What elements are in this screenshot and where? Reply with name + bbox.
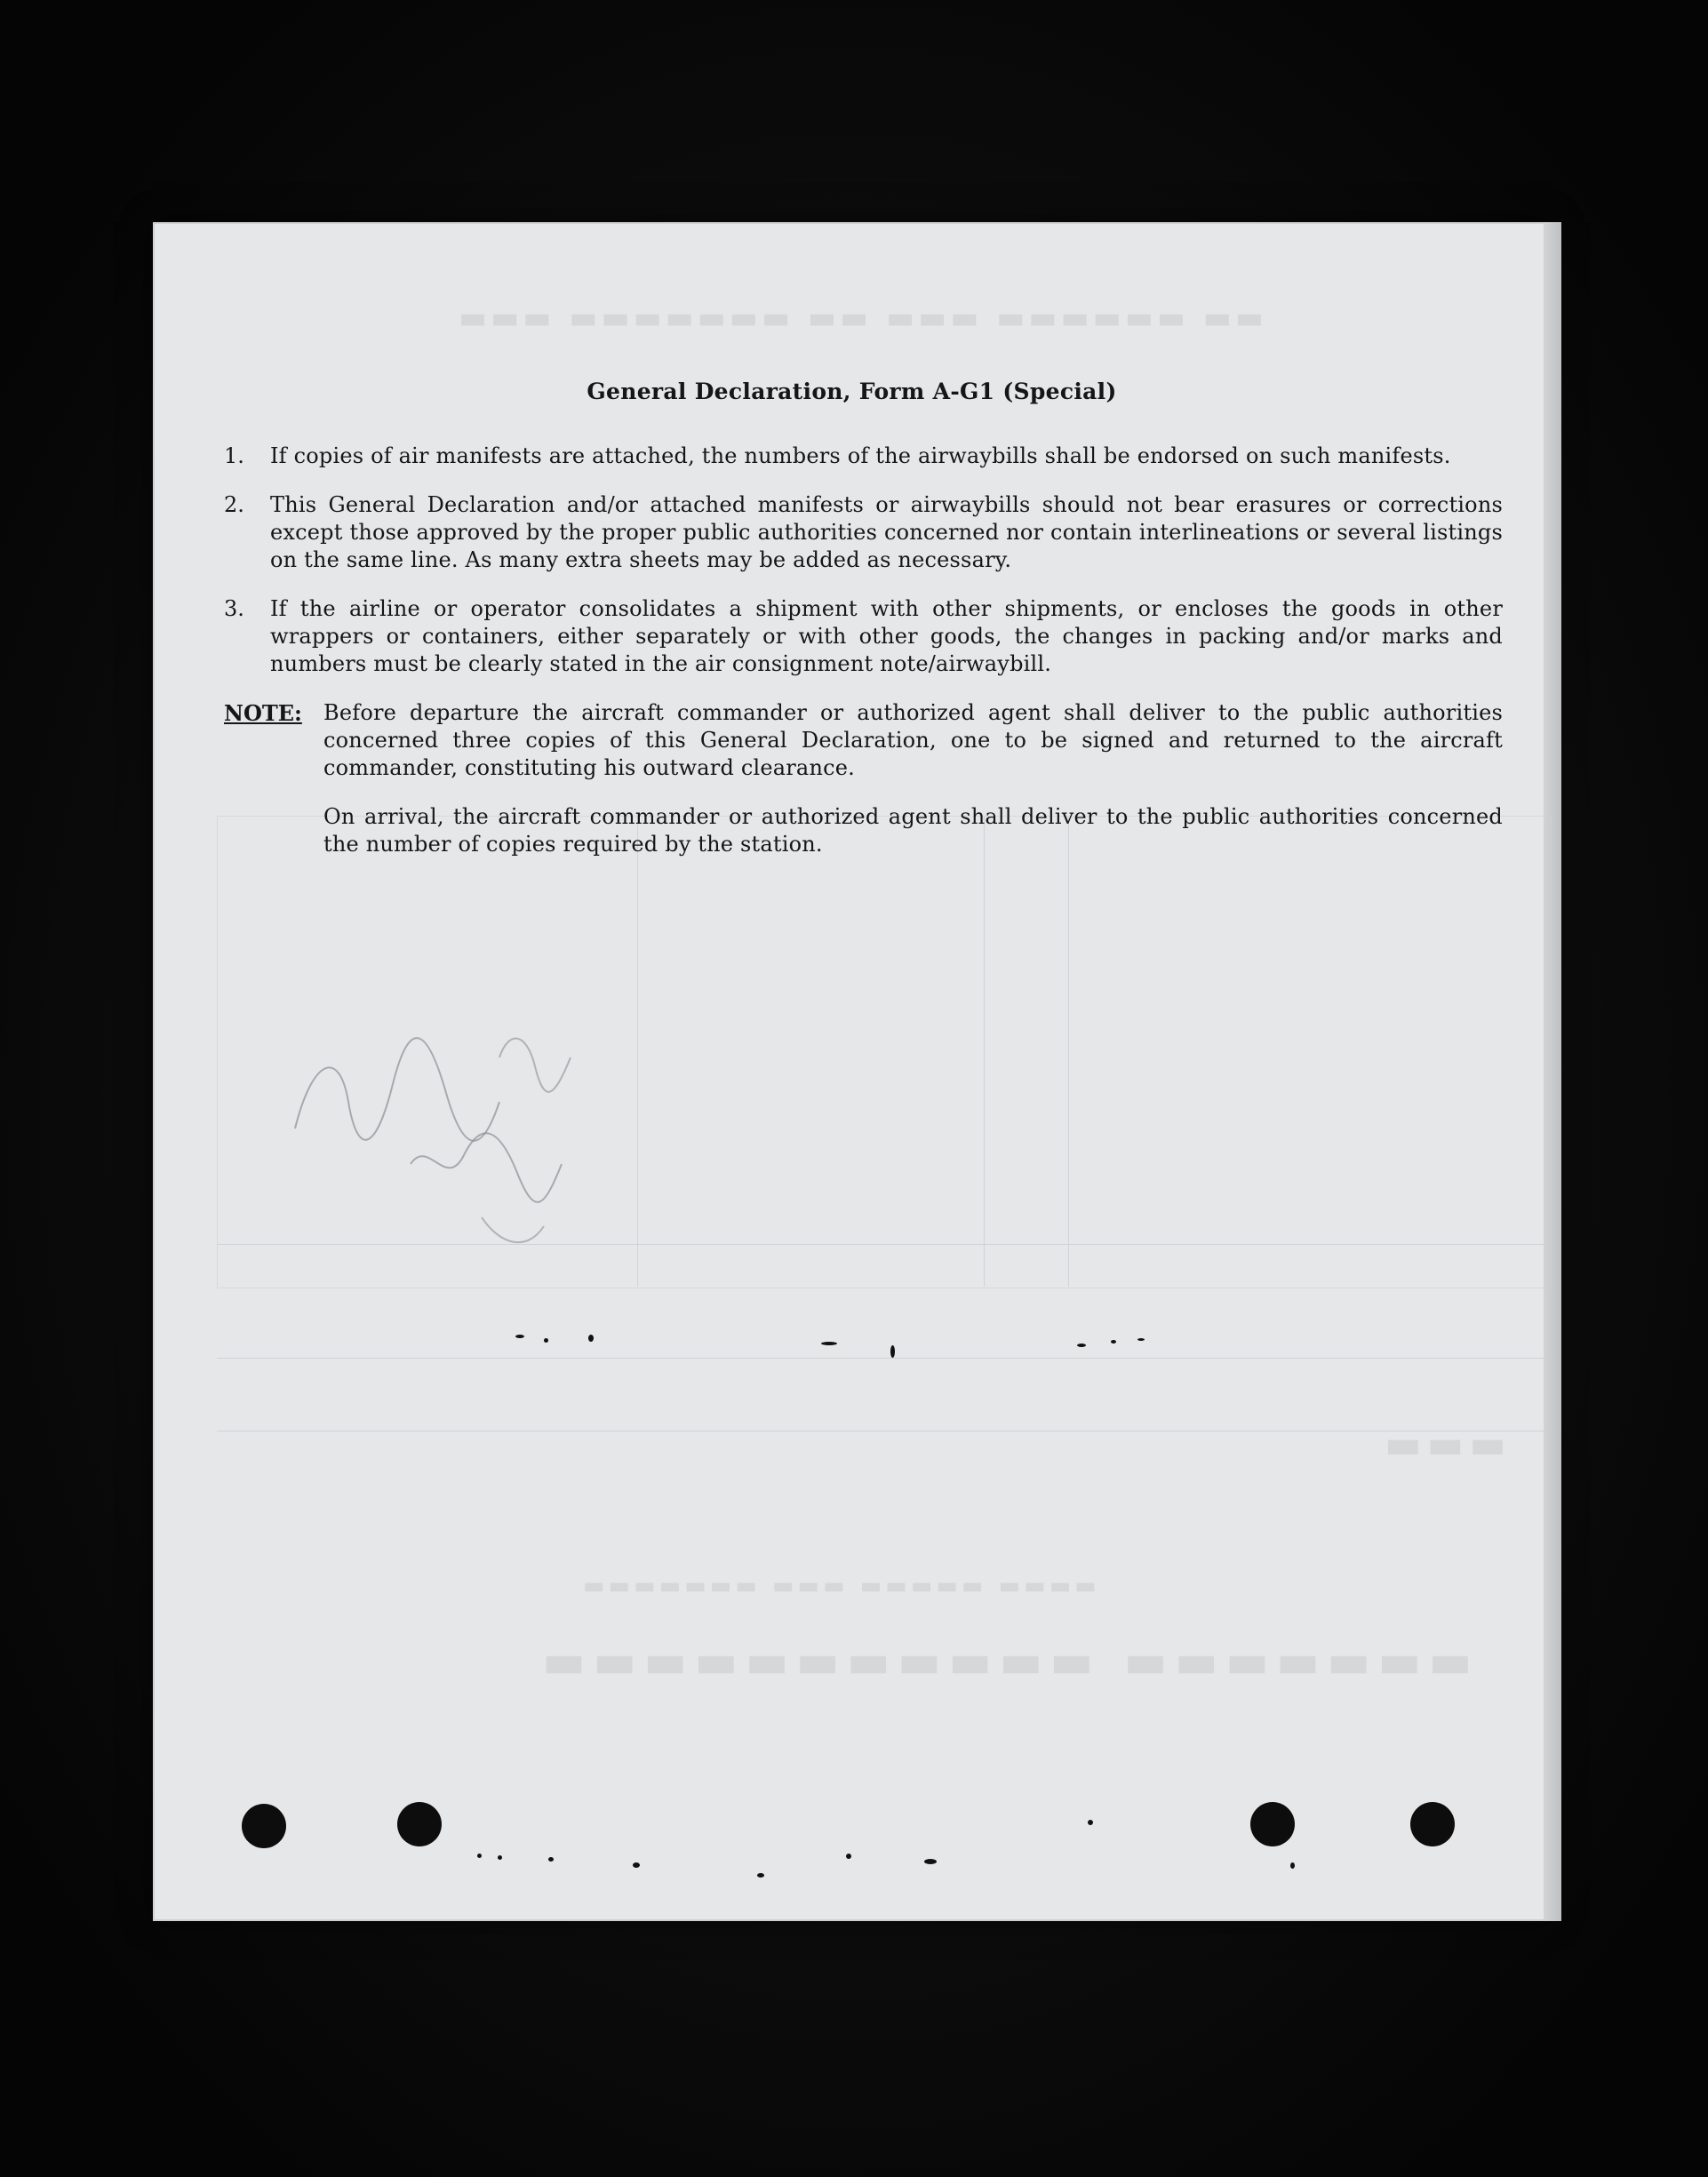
note-label: NOTE:	[224, 700, 302, 726]
speck	[548, 1857, 554, 1862]
speck	[588, 1335, 594, 1342]
speck	[890, 1345, 895, 1358]
speck	[498, 1855, 502, 1860]
punch-hole	[397, 1802, 442, 1846]
note-paragraph: On arrival, the aircraft commander or authorized agent shall deliver to the public authorities concerned the number of copies required by the station.	[323, 804, 1503, 857]
punch-hole	[1250, 1802, 1295, 1846]
item-text: If the airline or operator consolidates a shipment with other shipments, or encloses the goods in other wrappers or containers, either separately or with other goods, the changes in packing and/or marks and numbers must be clearly stated in the air consignment note/airwaybill.	[270, 596, 1503, 676]
speck	[1137, 1338, 1145, 1341]
item-text: This General Declaration and/or attached manifests or airwaybills should not bear erasures or corrections except those approved by the proper public authorities concerned nor contain interlineations or several listings on the same line. As many extra sheets may be added as necessary.	[270, 492, 1503, 572]
punch-hole	[242, 1804, 286, 1848]
item-text: If copies of air manifests are attached, the numbers of the airwaybills shall be endorsed on such manifests.	[270, 443, 1451, 468]
speck	[924, 1859, 937, 1864]
speck	[477, 1854, 482, 1858]
note-body	[323, 699, 1503, 880]
speck	[757, 1873, 764, 1878]
speck	[846, 1854, 851, 1859]
instruction-item	[224, 443, 1503, 470]
show-through-line	[984, 816, 985, 1287]
show-through-line	[217, 1358, 1550, 1359]
speck	[633, 1862, 640, 1868]
instruction-list	[224, 443, 1503, 880]
speck	[1111, 1340, 1116, 1344]
note-section	[224, 699, 1503, 880]
show-through-number: ▬▬▬	[1379, 1422, 1506, 1467]
speck	[1290, 1862, 1295, 1869]
speck	[544, 1338, 548, 1343]
show-through-line	[1068, 816, 1069, 1287]
punch-hole	[1410, 1802, 1455, 1846]
instruction-item	[224, 595, 1503, 678]
speck	[1077, 1344, 1086, 1347]
show-through-heading: ▬▬▬▬▬▬▬ ▬▬▬▬▬▬▬▬▬▬▬	[535, 1635, 1473, 1688]
instruction-item	[224, 491, 1503, 574]
speck	[515, 1335, 524, 1338]
document-page	[153, 222, 1551, 1921]
item-number: 2.	[224, 492, 244, 517]
item-number: 1.	[224, 443, 244, 468]
pencil-scribble	[277, 951, 650, 1271]
document-title: General Declaration, Form A-G1 (Special)	[587, 379, 1117, 404]
speck	[1088, 1820, 1093, 1825]
item-number: 3.	[224, 596, 244, 621]
note-paragraph: Before departure the aircraft commander or authorized agent shall deliver to the public authorities concerned three copies of this General Declaration, one to be signed and returned to the aircraft commander, constituting his outward clearance.	[323, 700, 1503, 780]
speck	[821, 1342, 837, 1345]
show-through-heading: ▬▬▬▬ ▬▬▬▬▬ ▬▬▬ ▬▬▬▬▬▬▬	[579, 1573, 1097, 1599]
show-through-heading: ▬▬ ▬▬▬▬▬▬ ▬▬▬ ▬▬ ▬▬▬▬▬▬▬ ▬▬▬	[455, 300, 1265, 336]
